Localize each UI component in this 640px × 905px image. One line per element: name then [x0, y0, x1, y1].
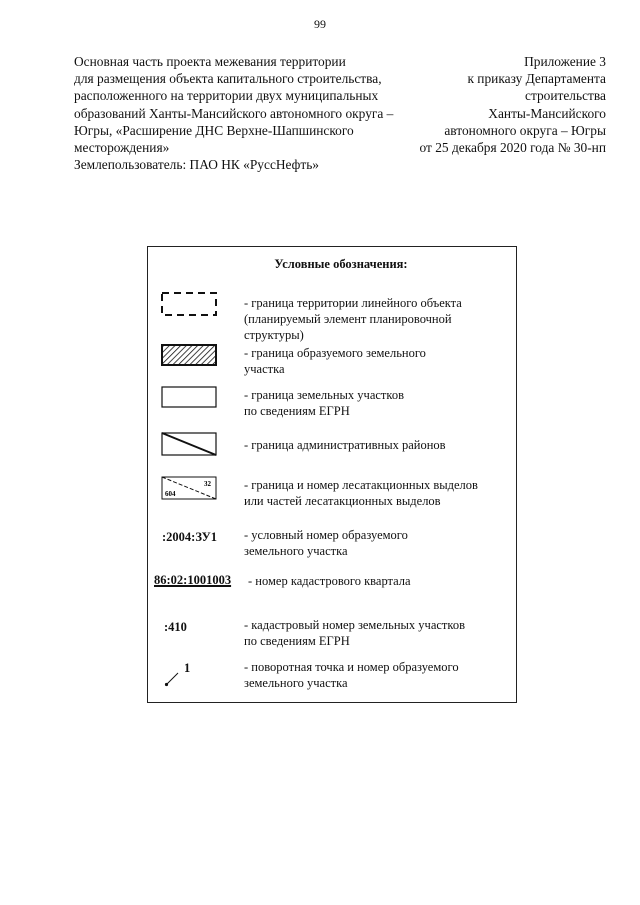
legend-item-text: - номер кадастрового квартала — [248, 574, 411, 588]
legend-code: :410 — [164, 620, 187, 634]
appendix-line: Ханты-Мансийского — [488, 105, 606, 121]
turning-point-icon — [164, 667, 184, 687]
appendix-reference — [366, 53, 606, 156]
turning-point-number: 1 — [184, 661, 191, 675]
legend-title: Условные обозначения: — [274, 257, 408, 271]
project-title-line: расположенного на территории двух муниципальных — [74, 88, 379, 104]
project-title-line: образований Ханты-Мансийского автономного округа – — [74, 105, 394, 121]
legend-item-text: - граница административных районов — [244, 438, 446, 452]
legend-code: :2004:ЗУ1 — [162, 530, 218, 544]
legend — [147, 246, 517, 703]
legend-item-text: - кадастровый номер земельных участков по сведениям ЕГРН — [244, 618, 465, 648]
appendix-line: строительства — [525, 88, 606, 104]
forest-plot-icon — [160, 475, 218, 501]
legend-item-text: - условный номер образуемого земельного участка — [244, 528, 408, 558]
legend-item-text: - поворотная точка и номер образуемого земельного участка — [244, 660, 459, 690]
appendix-line: от 25 декабря 2020 года № 30-нп — [419, 140, 606, 156]
project-title-line: месторождения» — [74, 140, 170, 156]
dashed-rect-icon — [160, 291, 218, 317]
page-number: 99 — [314, 17, 326, 31]
forest-plot-left-number: 604 — [165, 490, 176, 498]
legend-item-text: - граница образуемого земельного участка — [244, 346, 426, 376]
legend-code: 86:02:1001003 — [154, 573, 232, 587]
legend-item-text: - граница и номер лесатакционных выделов или частей лесатакционных выделов — [244, 478, 478, 508]
diagonal-rect-icon — [160, 431, 218, 457]
land-user: Землепользователь: ПАО НК «РуссНефть» — [74, 157, 319, 173]
legend-item-text: - граница земельных участков по сведениям ЕГРН — [244, 388, 404, 418]
appendix-line: к приказу Департамента — [467, 71, 606, 87]
plain-rect-icon — [160, 385, 218, 409]
hatched-rect-icon — [160, 343, 218, 367]
legend-item-text: - граница территории линейного объекта (планируемый элемент планировочной структуры) — [244, 296, 462, 342]
forest-plot-right-number: 32 — [204, 480, 211, 488]
project-title-line: для размещения объекта капитального строительства, — [74, 71, 382, 87]
appendix-line: Приложение 3 — [524, 54, 606, 69]
project-title-line: Основная часть проекта межевания территории — [74, 54, 346, 69]
project-title-line: Югры, «Расширение ДНС Верхне-Шапшинского — [74, 122, 354, 138]
appendix-line: автономного округа – Югры — [444, 122, 606, 138]
